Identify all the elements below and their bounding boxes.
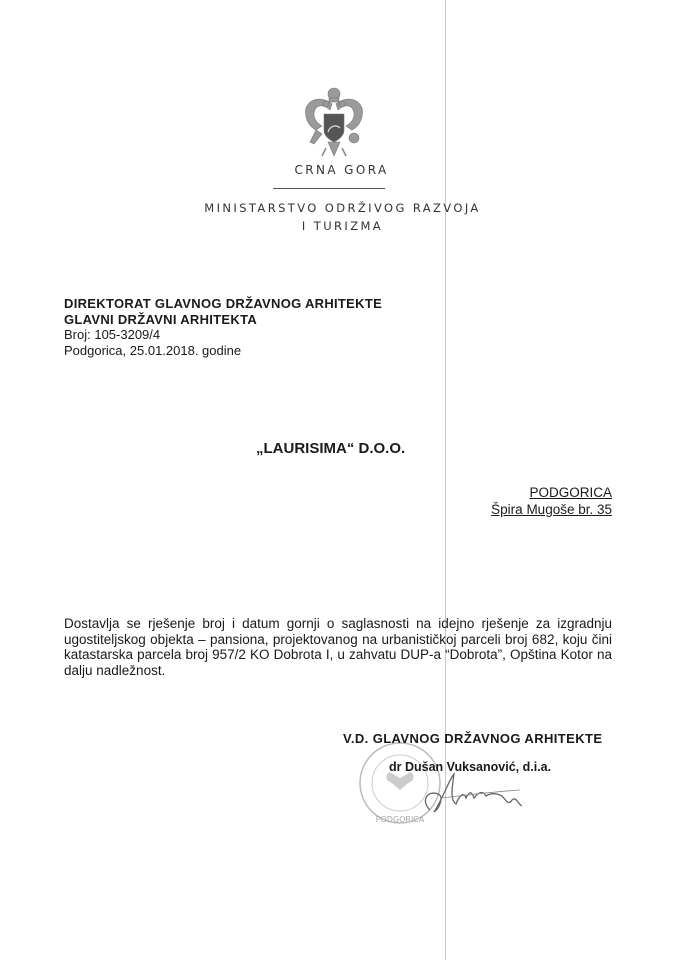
office-name: GLAVNI DRŽAVNI ARHITEKTA [64, 311, 258, 327]
reference-number: Broj: 105-3209/4 [64, 327, 161, 342]
recipient-street: Špira Mugoše br. 35 [491, 502, 612, 517]
letterhead-divider [273, 188, 385, 189]
recipient-name: „LAURISIMA“ D.O.O. [256, 440, 406, 457]
sender-block [64, 296, 382, 358]
ministry-name [0, 199, 679, 235]
recipient-address [483, 484, 612, 518]
montenegro-coat-of-arms-icon [302, 86, 366, 160]
ministry-line-1: MINISTARSTVO ODRŽIVOG RAZVOJA [204, 201, 481, 215]
recipient-city: PODGORICA [529, 485, 612, 500]
country-name: CRNA GORA [294, 163, 389, 177]
letter-body: Dostavlja se rješenje broj i datum gornji o saglasnosti na idejno rješenje za izgradnju ugostiteljskog objekta – pansiona, projektovanog na urbanističkoj parceli broj 682, koju čini katastarska parcela broj 957/2 KO Dobrota I, u zahvatu DUP-a “Dobrota”, Opština Kotor na dalju nadležnost. [64, 616, 612, 678]
ministry-line-2: I TURIZMA [301, 219, 384, 233]
handwritten-signature-icon [410, 770, 530, 820]
signatory-name: dr Dušan Vuksanović, d.i.a. [389, 760, 552, 774]
stamp-text: PODGORICA [375, 815, 425, 824]
place-date: Podgorica, 25.01.2018. godine [64, 342, 242, 358]
signatory-title: V.D. GLAVNOG DRŽAVNOG ARHITEKTE [343, 731, 603, 746]
directorate-name: DIREKTORAT GLAVNOG DRŽAVNOG ARHITEKTE [64, 296, 383, 311]
